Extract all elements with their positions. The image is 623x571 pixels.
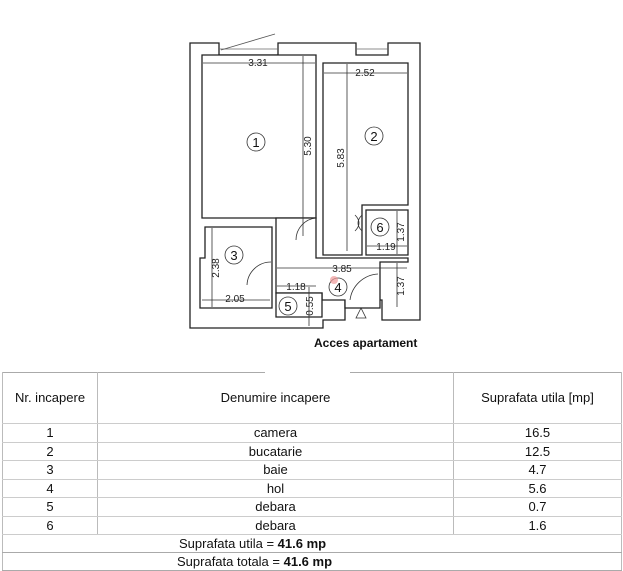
- dim-hall-length: 3.85: [332, 264, 352, 275]
- dim-room2-length: 5.83: [336, 148, 347, 168]
- table-row: [3, 516, 622, 535]
- dim-room5-depth: 0.55: [305, 296, 316, 316]
- useful-area-row: [3, 535, 622, 553]
- svg-text:1: 1: [252, 135, 260, 150]
- cell-name: bucatarie: [98, 442, 454, 461]
- dim-room5-width: 1.18: [286, 282, 306, 293]
- total-area-row: [3, 553, 622, 571]
- total-area-value: 41.6 mp: [283, 554, 333, 569]
- total-area-label: Suprafata totala =: [177, 554, 284, 569]
- useful-area-label: Suprafata utila =: [179, 536, 278, 551]
- dim-entry-height: 1.37: [396, 276, 407, 296]
- table-row: [3, 479, 622, 498]
- cell-nr: 3: [3, 461, 98, 480]
- header-nr: Nr. incapere: [3, 372, 98, 424]
- cell-area: 16.5: [454, 424, 622, 443]
- entrance-arrow-icon: [356, 308, 366, 318]
- svg-text:6: 6: [376, 220, 384, 235]
- table-row: [3, 424, 622, 443]
- cell-nr: 5: [3, 498, 98, 517]
- dim-room1-length: 5.30: [303, 136, 314, 156]
- svg-text:4: 4: [334, 280, 342, 295]
- cell-name: baie: [98, 461, 454, 480]
- table-header: [3, 372, 622, 424]
- table-row: [3, 498, 622, 517]
- cell-name: debara: [98, 498, 454, 517]
- entrance-label: Acces apartament: [314, 336, 418, 350]
- cell-area: 4.7: [454, 461, 622, 480]
- svg-text:5: 5: [284, 299, 292, 314]
- cell-area: 1.6: [454, 516, 622, 535]
- cell-name: camera: [98, 424, 454, 443]
- cell-nr: 2: [3, 442, 98, 461]
- table-row: [3, 461, 622, 480]
- cell-nr: 4: [3, 479, 98, 498]
- dim-room1-width: 3.31: [248, 58, 268, 69]
- cell-name: debara: [98, 516, 454, 535]
- header-name: Denumire incapere: [98, 372, 454, 424]
- cell-area: 0.7: [454, 498, 622, 517]
- useful-area-value: 41.6 mp: [277, 536, 327, 551]
- dim-room6-height: 1.37: [396, 222, 407, 242]
- svg-text:3: 3: [230, 248, 238, 263]
- cell-name: hol: [98, 479, 454, 498]
- dim-room3-length: 2.38: [211, 258, 222, 278]
- cell-nr: 6: [3, 516, 98, 535]
- table-row: [3, 442, 622, 461]
- cell-nr: 1: [3, 424, 98, 443]
- header-area: Suprafata utila [mp]: [454, 372, 622, 424]
- dim-room2-width: 2.52: [355, 68, 375, 79]
- cell-area: 12.5: [454, 442, 622, 461]
- rooms-table: [2, 372, 622, 571]
- dim-room3-width: 2.05: [225, 294, 245, 305]
- dim-room6-width: 1.19: [376, 242, 396, 253]
- cell-area: 5.6: [454, 479, 622, 498]
- balcony-door: [221, 34, 275, 50]
- svg-text:2: 2: [370, 129, 378, 144]
